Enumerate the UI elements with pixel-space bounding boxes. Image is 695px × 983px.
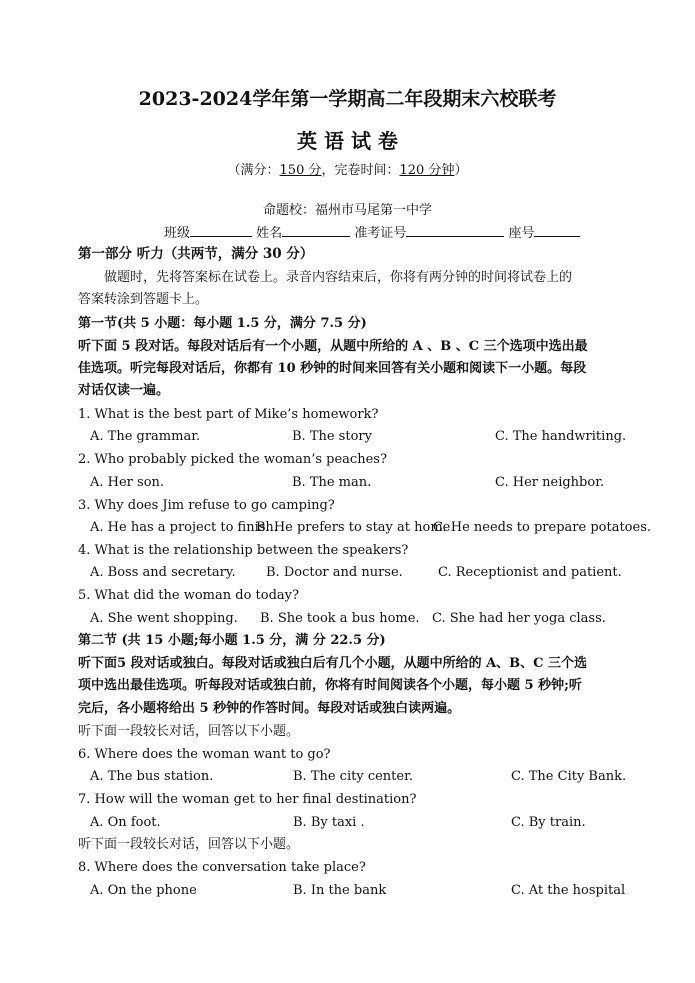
seat-blank[interactable] <box>534 224 580 237</box>
section1-instr-2: 佳选项。听完每段对话后，你都有 10 秒钟的时间来回答有关小题和阅读下一小题。每段 <box>78 361 587 376</box>
passage-note-2: 听下面一段较长对话，回答以下小题。 <box>78 837 300 852</box>
question-1: 1. What is the best part of Mike’s homework? <box>78 407 379 422</box>
exam-title: 2023-2024学年第一学期高二年段期末六校联考 <box>138 88 557 110</box>
q4-option-b[interactable]: B. Doctor and nurse. <box>266 565 403 580</box>
q3-option-c[interactable]: C. He needs to prepare potatoes. <box>433 520 651 535</box>
class-blank[interactable] <box>190 224 252 237</box>
ticket-label: 准考证号 <box>354 226 407 241</box>
q7-option-b[interactable]: B. By taxi . <box>293 815 365 830</box>
name-blank[interactable] <box>282 224 350 237</box>
section2-instr-1: 听下面5 段对话或独白。每段对话或独白后有几个小题，从题中所给的 A、B、C 三个选 <box>78 656 588 671</box>
seat-label: 座号 <box>508 226 535 241</box>
school-line: 命题校：福州市马尾第一中学 <box>262 203 432 218</box>
q4-option-a[interactable]: A. Boss and secretary. <box>90 565 236 580</box>
question-8: 8. Where does the conversation take place? <box>78 860 366 875</box>
full-score: 150 分 <box>279 163 322 178</box>
section2-instr-2: 项中选出最佳选项。听每段对话或独白前，你将有时间阅读各个小题，每小题 5 秒钟;听 <box>78 678 582 693</box>
q2-option-b[interactable]: B. The man. <box>292 475 372 490</box>
q8-option-a[interactable]: A. On the phone <box>90 883 197 898</box>
score-time-line <box>0 163 695 179</box>
q5-option-c[interactable]: C. She had her yoga class. <box>432 611 606 626</box>
q6-option-b[interactable]: B. The city center. <box>293 769 414 784</box>
q3-option-a[interactable]: A. He has a project to finish. <box>90 520 278 535</box>
q2-option-a[interactable]: A. Her son. <box>90 475 165 490</box>
section1-instr-1: 听下面 5 段对话。每段对话后有一个小题，从题中所给的 A 、B 、C 三个选项中选出最 <box>78 339 588 354</box>
section1-instr-3: 对话仅读一遍。 <box>78 383 170 398</box>
part1-intro-2: 答案转涂到答题卡上。 <box>78 292 209 307</box>
passage-note-1: 听下面一段较长对话，回答以下小题。 <box>78 724 300 739</box>
q2-option-c[interactable]: C. Her neighbor. <box>495 475 605 490</box>
q7-option-a[interactable]: A. On foot. <box>90 815 161 830</box>
section1-heading: 第一节(共 5 小题：每小题 1.5 分，满分 7.5 分) <box>78 316 367 331</box>
question-2: 2. Who probably picked the woman’s peaches? <box>78 452 387 467</box>
question-3: 3. Why does Jim refuse to go camping? <box>78 498 335 513</box>
exam-duration: 120 分钟 <box>399 163 455 178</box>
ticket-blank[interactable] <box>406 224 504 237</box>
q8-option-c[interactable]: C. At the hospital <box>511 883 626 898</box>
q1-option-c[interactable]: C. The handwriting. <box>495 429 627 444</box>
q1-option-b[interactable]: B. The story <box>292 429 372 444</box>
name-label: 姓名 <box>256 226 283 241</box>
section2-heading: 第二节 (共 15 小题;每小题 1.5 分，满 分 22.5 分) <box>78 633 386 648</box>
subject-title: 英 语 试 卷 <box>297 129 398 153</box>
question-7: 7. How will the woman get to her final destination? <box>78 792 417 807</box>
student-info-fields <box>164 224 580 242</box>
q6-option-a[interactable]: A. The bus station. <box>90 769 214 784</box>
q7-option-c[interactable]: C. By train. <box>511 815 586 830</box>
q5-option-b[interactable]: B. She took a bus home. <box>260 611 420 626</box>
class-label: 班级 <box>164 226 191 241</box>
section2-instr-3: 完后，各小题将给出 5 秒钟的作答时间。每段对话或独白读两遍。 <box>78 701 461 716</box>
q6-option-c[interactable]: C. The City Bank. <box>511 769 627 784</box>
part1-heading: 第一部分 听力（共两节，满分 30 分） <box>78 246 314 262</box>
q3-option-b[interactable]: B. He prefers to stay at home <box>256 520 451 535</box>
part1-intro-1: 做题时，先将答案标在试卷上。录音内容结束后，你将有两分钟的时间将试卷上的 <box>104 270 573 285</box>
score-mid: ，完卷时间： <box>321 163 400 178</box>
score-prefix: （满分： <box>227 163 280 178</box>
question-6: 6. Where does the woman want to go? <box>78 747 331 762</box>
q1-option-a[interactable]: A. The grammar. <box>90 429 201 444</box>
q8-option-b[interactable]: B. In the bank <box>293 883 387 898</box>
score-suffix: ） <box>454 163 468 178</box>
q5-option-a[interactable]: A. She went shopping. <box>90 611 238 626</box>
question-5: 5. What did the woman do today? <box>78 588 299 603</box>
question-4: 4. What is the relationship between the speakers? <box>78 543 409 558</box>
q4-option-c[interactable]: C. Receptionist and patient. <box>438 565 622 580</box>
